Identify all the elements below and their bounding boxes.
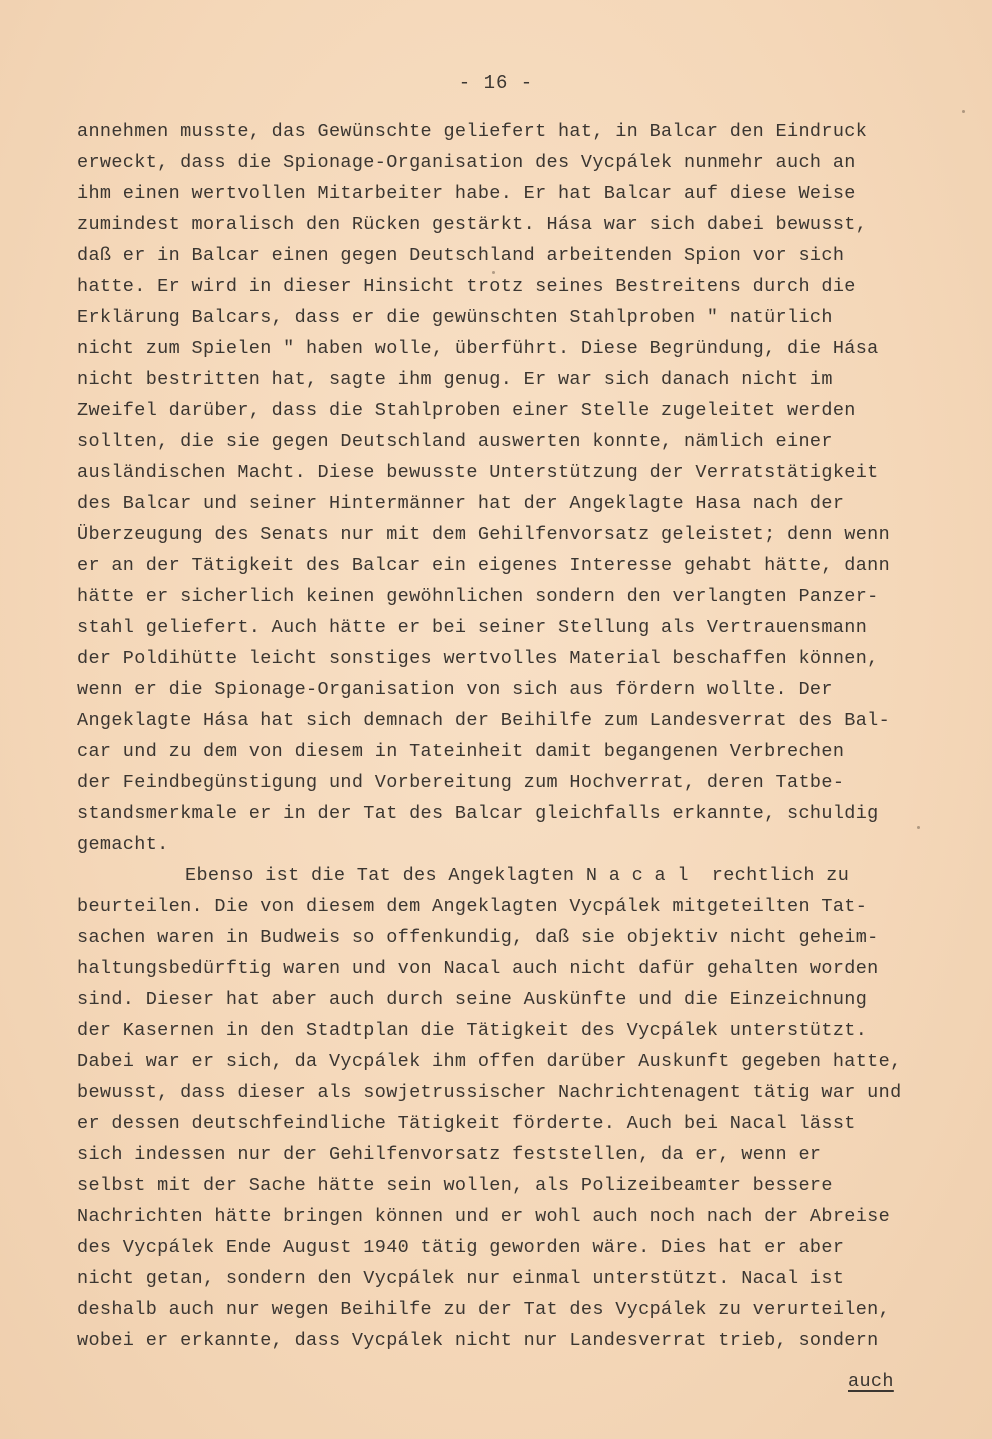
text-line: der Feindbegünstigung und Vorbereitung zum Hochverrat, deren Tatbe- [77, 772, 845, 793]
text-line: nicht bestritten hat, sagte ihm genug. Er war sich danach nicht im [77, 369, 833, 390]
paper-speck [962, 110, 965, 113]
text-line: Nachrichten hätte bringen können und er wohl auch noch nach der Abreise [77, 1206, 891, 1227]
text-line: er dessen deutschfeindliche Tätigkeit förderte. Auch bei Nacal lässt [77, 1113, 856, 1134]
text-line: erweckt, dass die Spionage-Organisation des Vycpálek nunmehr auch an [77, 152, 856, 173]
text-line: stahl geliefert. Auch hätte er bei seiner Stellung als Vertrauensmann [77, 617, 868, 638]
text-line: er an der Tätigkeit des Balcar ein eigenes Interesse gehabt hätte, dann [77, 555, 891, 576]
text-line: der Kasernen in den Stadtplan die Tätigkeit des Vycpálek unterstützt. [77, 1020, 868, 1041]
text-line: bewusst, dass dieser als sowjetrussischer Nachrichtenagent tätig war und [77, 1082, 902, 1103]
text-line: nicht getan, sondern den Vycpálek nur einmal unterstützt. Nacal ist [77, 1268, 845, 1289]
text-line: haltungsbedürftig waren und von Nacal auch nicht dafür gehalten worden [77, 958, 879, 979]
text-line: deshalb auch nur wegen Beihilfe zu der Tat des Vycpálek zu verurteilen, [77, 1299, 891, 1320]
text-line: des Balcar und seiner Hintermänner hat der Angeklagte Hasa nach der [77, 493, 845, 514]
text-line: Angeklagte Hása hat sich demnach der Beihilfe zum Landesverrat des Bal- [77, 710, 891, 731]
text-line: Zweifel darüber, dass die Stahlproben einer Stelle zugeleitet werden [77, 400, 856, 421]
text-line: wobei er erkannte, dass Vycpálek nicht nur Landesverrat trieb, sondern [77, 1330, 879, 1351]
text-line: sollten, die sie gegen Deutschland auswerten konnte, nämlich einer [77, 431, 833, 452]
text-line: zumindest moralisch den Rücken gestärkt. Hása war sich dabei bewusst, [77, 214, 868, 235]
text-line: daß er in Balcar einen gegen Deutschland arbeitenden Spion vor sich [77, 245, 845, 266]
document-body [77, 116, 977, 1356]
paper-speck [492, 271, 495, 274]
text-line: der Poldihütte leicht sonstiges wertvolles Material beschaffen können, [77, 648, 879, 669]
text-line: selbst mit der Sache hätte sein wollen, als Polizeibeamter bessere [77, 1175, 833, 1196]
text-line: hätte er sicherlich keinen gewöhnlichen sondern den verlangten Panzer- [77, 586, 879, 607]
text-line: Erklärung Balcars, dass er die gewünschten Stahlproben " natürlich [77, 307, 833, 328]
text-line: wenn er die Spionage-Organisation von sich aus fördern wollte. Der [77, 679, 833, 700]
text-line: sachen waren in Budweis so offenkundig, daß sie objektiv nicht geheim- [77, 927, 879, 948]
page-number: - 16 - [458, 72, 534, 94]
text-line: sich indessen nur der Gehilfenvorsatz feststellen, da er, wenn er [77, 1144, 822, 1165]
text-line: sind. Dieser hat aber auch durch seine Auskünfte und die Einzeichnung [77, 989, 868, 1010]
text-line: ihm einen wertvollen Mitarbeiter habe. Er hat Balcar auf diese Weise [77, 183, 856, 204]
catchword: auch [848, 1371, 894, 1392]
text-line: Überzeugung des Senats nur mit dem Gehilfenvorsatz geleistet; denn wenn [77, 524, 891, 545]
text-line: gemacht. [77, 834, 169, 855]
text-line: car und zu dem von diesem in Tateinheit damit begangenen Verbrechen [77, 741, 845, 762]
text-line: Dabei war er sich, da Vycpálek ihm offen darüber Auskunft gegeben hatte, [77, 1051, 902, 1072]
text-line: hatte. Er wird in dieser Hinsicht trotz seines Bestreitens durch die [77, 276, 856, 297]
text-line: beurteilen. Die von diesem dem Angeklagten Vycpálek mitgeteilten Tat- [77, 896, 868, 917]
paper-speck [917, 826, 920, 829]
text-line: Ebenso ist die Tat des Angeklagten N a c a l rechtlich zu [185, 865, 850, 886]
text-line: nicht zum Spielen " haben wolle, überführt. Diese Begründung, die Hása [77, 338, 879, 359]
text-line: des Vycpálek Ende August 1940 tätig geworden wäre. Dies hat er aber [77, 1237, 845, 1258]
text-line: ausländischen Macht. Diese bewusste Unterstützung der Verratstätigkeit [77, 462, 879, 483]
text-line: annehmen musste, das Gewünschte geliefert hat, in Balcar den Eindruck [77, 121, 868, 142]
text-line: standsmerkmale er in der Tat des Balcar gleichfalls erkannte, schuldig [77, 803, 879, 824]
